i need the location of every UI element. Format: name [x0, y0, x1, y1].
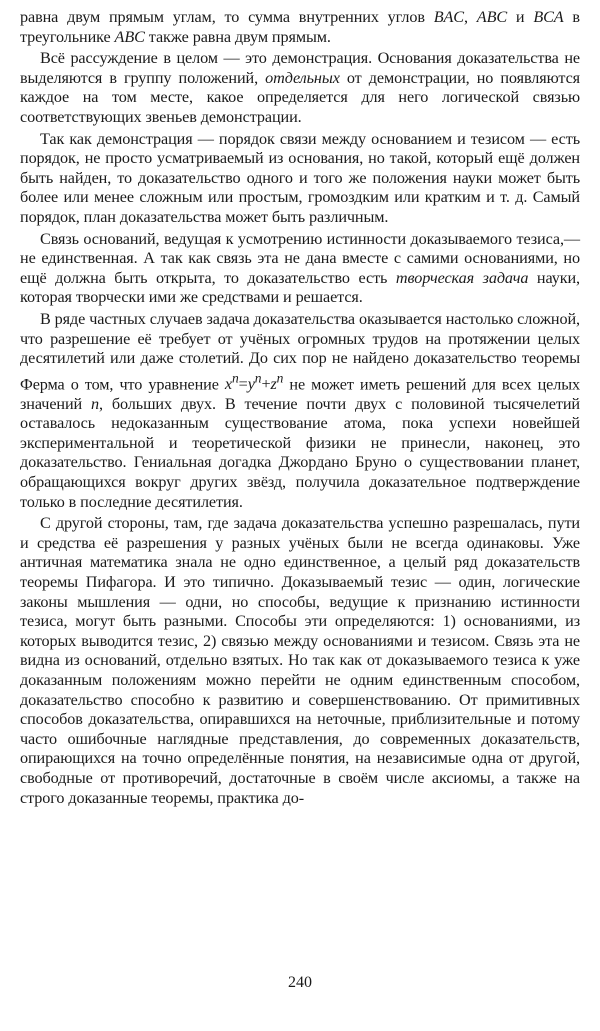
text-run: от демонстрации, но появляются каждое на том месте, какое определяется для него логической связью соответствующих звеньев демонстрации. — [20, 68, 581, 126]
eq-operator: + — [261, 375, 271, 394]
text-run: не может иметь решений для всех целых значений — [20, 375, 580, 413]
text-run: и — [507, 8, 534, 26]
italic-run: ABC — [114, 27, 145, 46]
text-run: В ряде частных случаев задача доказательства оказывается настолько сложной, что разрешение её требует от учёных огромных трудов на протяжении целых десятилетий или даже столетий. До сих пор не найдено доказательство теоремы Ферма о том, что уравнение — [20, 309, 580, 394]
italic-run: BCA — [533, 8, 564, 26]
eq-var-x: x — [224, 375, 232, 394]
text-run: в треугольнике — [20, 8, 580, 46]
body-text — [20, 8, 580, 808]
paragraph-2 — [20, 49, 580, 127]
text-run: также равна двум прямым. — [144, 27, 331, 46]
paragraph-3: Так как демонстрация — порядок связи между основанием и тезисом — есть порядок, не просто усматриваемый из основания, но такой, который ещё должен быть найден, то доказательство одного и того же положения науки может быть более или менее сложным или простым, громоздким или кратким и т. д. Самый порядок, план доказательства может быть различным. — [20, 129, 580, 226]
text-run: , больших двух. В течение почти двух с половиной тысячелетий оставалось недоказанным существование атома, пока успехи новейшей экспериментальной и теоретической физики не принесли, наконец, это доказательство. Гениальная догадка Джордано Бруно о существовании планет, обращающихся вокруг других звёзд, получила доказательное подтверждение только в последние десятилетия. — [20, 394, 580, 511]
text-run: Всё рассуждение в целом — это демонстрация. Основания доказательства не выделяются в группу положений, — [20, 49, 580, 87]
page-number: 240 — [288, 974, 312, 991]
italic-run: BAC — [433, 8, 465, 26]
text-run: , — [464, 8, 477, 26]
eq-operator: = — [238, 375, 248, 394]
eq-exponent: n — [276, 370, 284, 386]
text-run: науки, которая творчески ими же средствами и решается. — [20, 268, 580, 307]
paragraph-1 — [20, 8, 580, 47]
eq-var-y: y — [247, 375, 255, 394]
paragraph-5 — [20, 310, 580, 512]
paragraph-6: С другой стороны, там, где задача доказательства успешно разрешалась, пути и средства её разрешения у разных учёных были не всегда одинаковы. Уже античная математика знала не одно единственное, а целый ряд доказательств теоремы Пифагора. И это типично. Доказываемый тезис — один, логические законы мышления — одни, но способы, ведущие к признанию истинности тезиса, могут быть разными. Способы эти определяются: 1) основаниями, из которых выводится тезис, 2) связью между основаниями и тезисом. Связь эта не видна из оснований, отдельно взятых. Но так как от доказываемого тезиса к уже доказанным положениям можно перейти не одним единственным способом, доказательство способно к развитию и совершенствованию. От примитивных способов доказательства, опиравшихся на неточные, приблизительные и потому часто ошибочные наглядные представления, до современных доказательств, опирающихся на точно определённые понятия, на независимые одна от другой, свободные от противоречий, достаточные в своём числе аксиомы, а также на строго доказанные теоремы, практика до- — [20, 514, 580, 807]
book-page — [20, 8, 580, 1023]
text-run: Связь оснований, ведущая к усмотрению истинности доказываемого тезиса,— не единственная. А так как связь эта не дана вместе с самими основаниями, но ещё должна быть открыта, то доказательство есть — [20, 229, 580, 287]
italic-run: ABC — [476, 8, 508, 26]
eq-exponent: n — [254, 370, 262, 386]
italic-run: отдельных — [265, 68, 340, 87]
eq-var-z: z — [270, 375, 277, 394]
text-run: равна двум прямым углам, то сумма внутренних углов — [20, 8, 434, 26]
italic-run: творческая задача — [395, 268, 529, 287]
eq-exponent: n — [232, 370, 239, 386]
paragraph-4 — [20, 230, 580, 308]
fermat-equation — [224, 370, 284, 394]
italic-run: n — [91, 394, 100, 413]
